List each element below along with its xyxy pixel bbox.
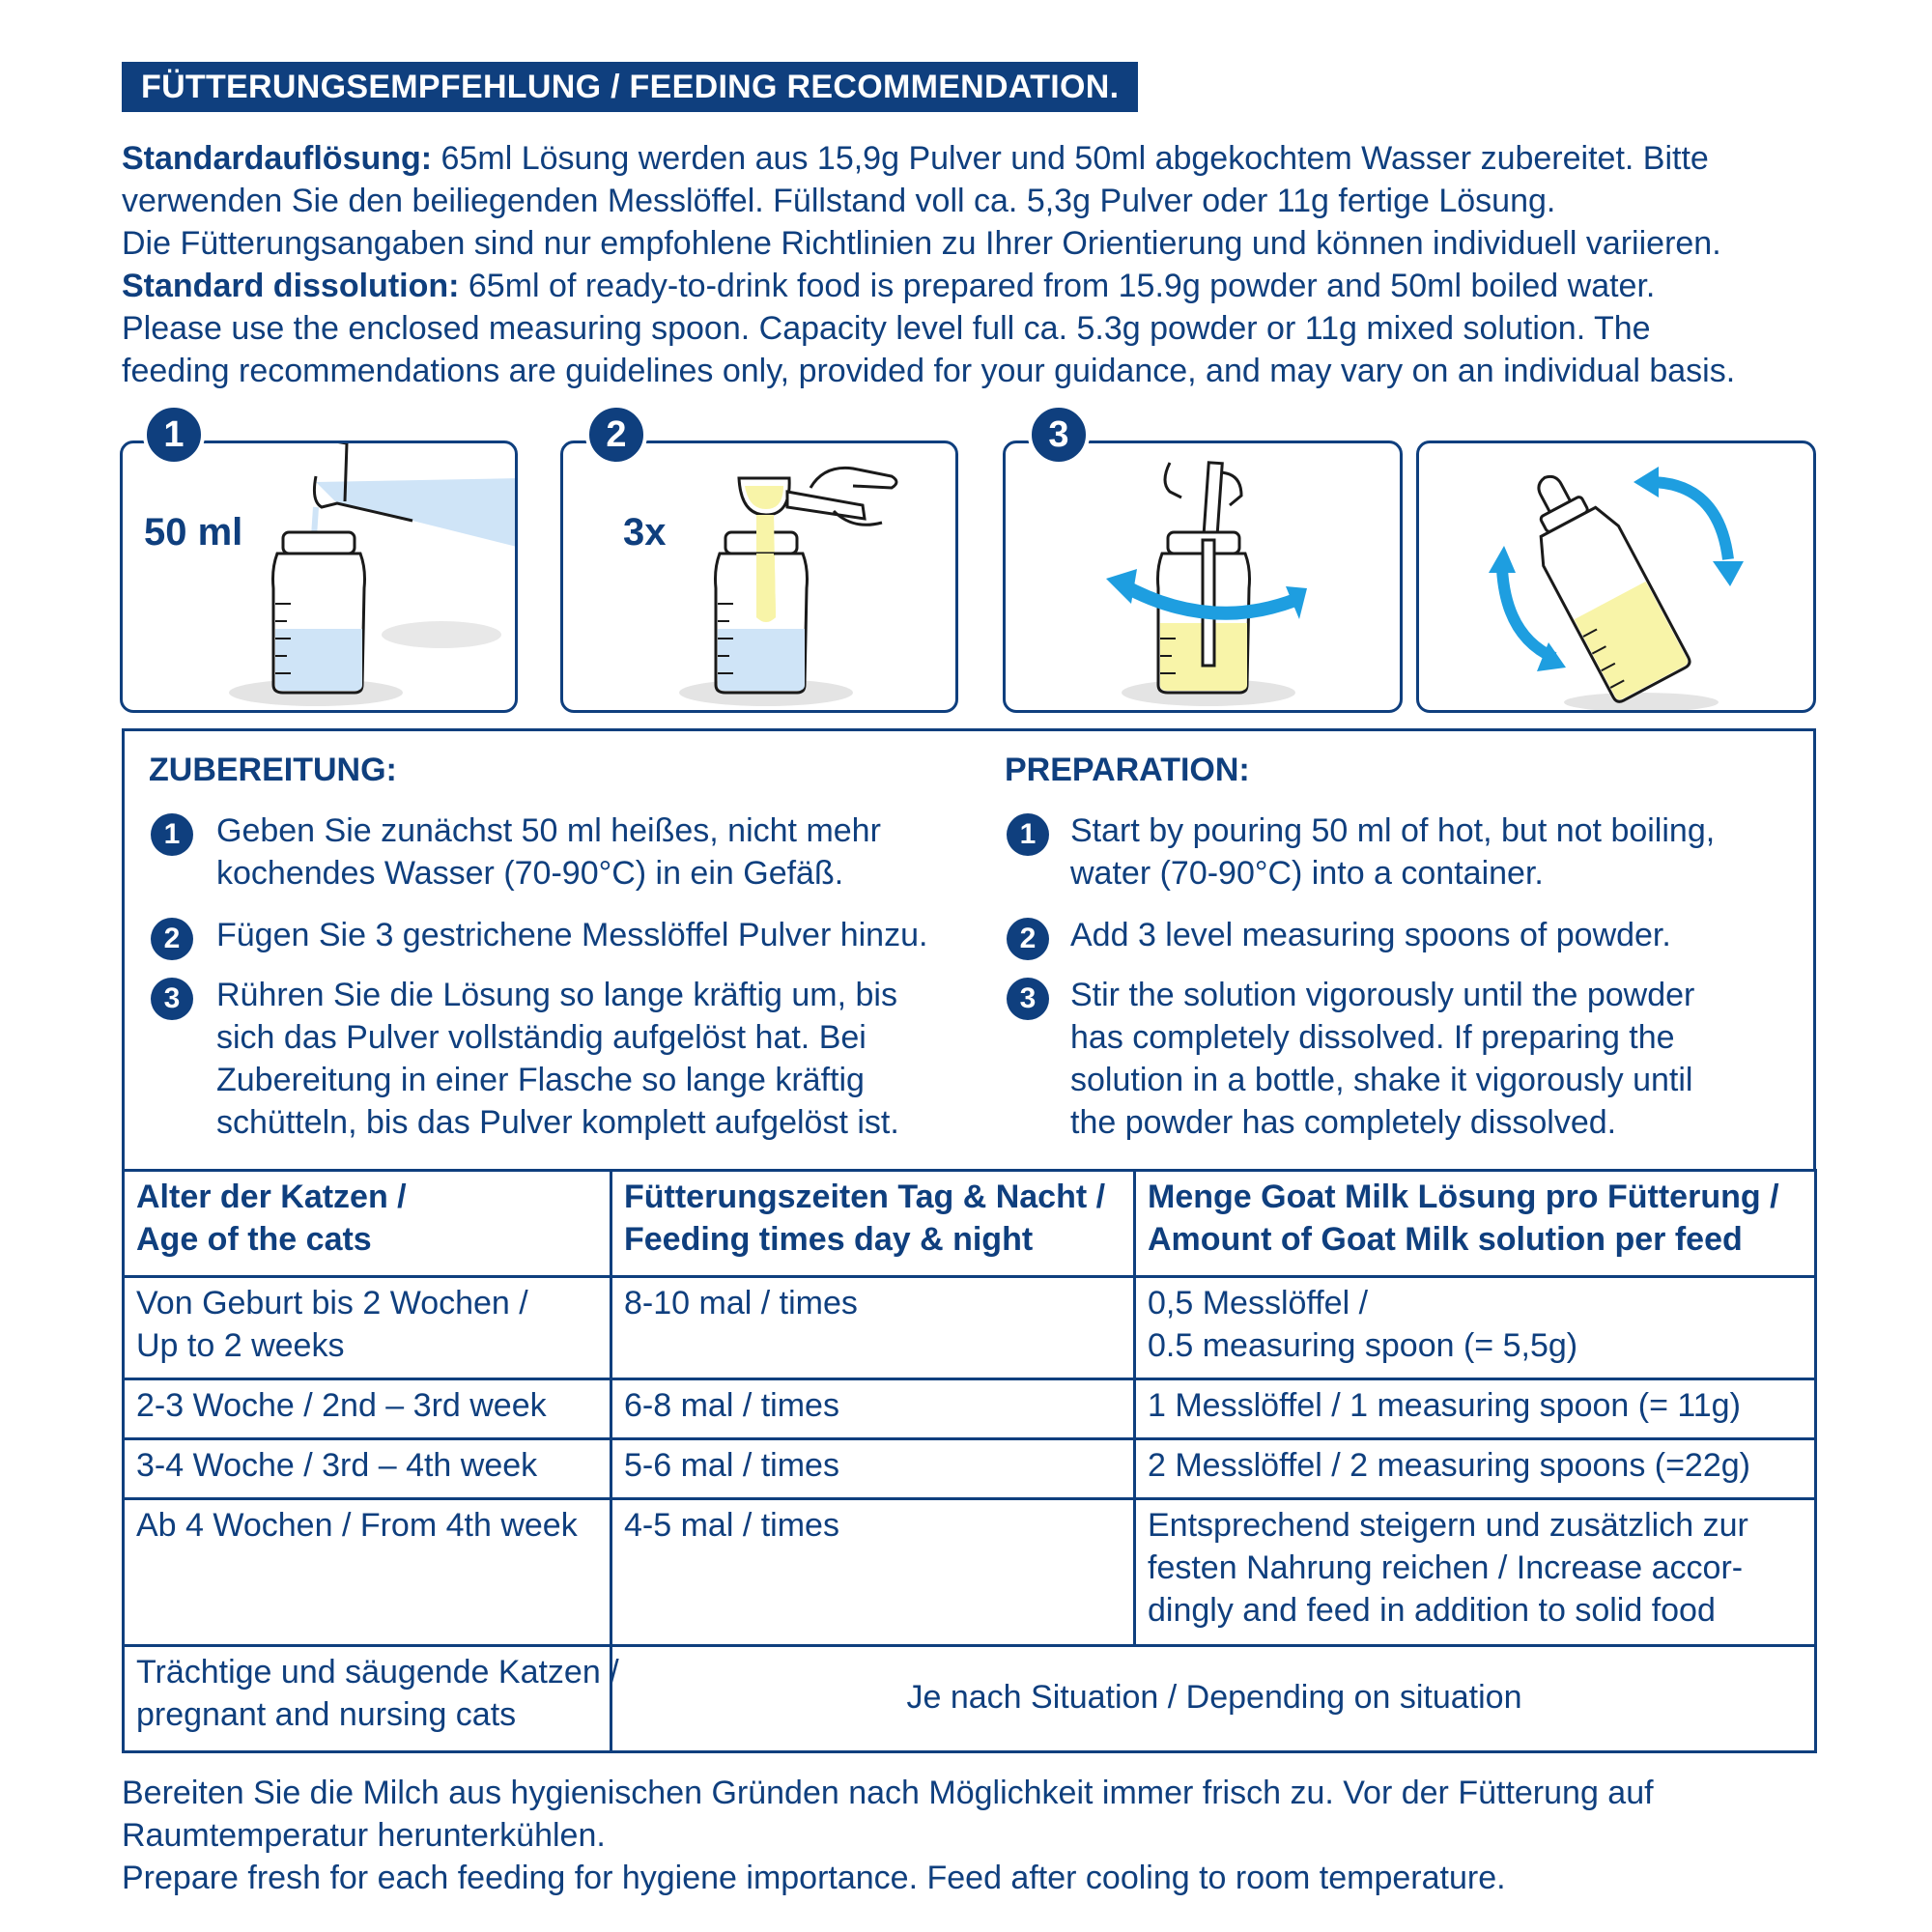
cell-amount: Entsprechend steigern und zusätzlich zur festen Nahrung reichen / Increase accor- dingly and feed in addition to solid food	[1135, 1499, 1816, 1646]
prep-line: Zubereitung in einer Flasche so lange kräftig	[216, 1062, 865, 1098]
prep-de-item	[216, 974, 1066, 1144]
prep-line: Add 3 level measuring spoons of powder.	[1070, 917, 1671, 953]
cell-age: 3-4 Woche / 3rd – 4th week	[124, 1439, 611, 1499]
cell-amount: 0,5 Messlöffel / 0.5 measuring spoon (= 5,5g)	[1135, 1277, 1816, 1379]
cell-times: 6-8 mal / times	[611, 1379, 1135, 1439]
intro-en-label: Standard dissolution:	[122, 268, 460, 304]
intro-de-line: verwenden Sie den beiliegenden Messlöffel. Füllstand voll ca. 5,3g Pulver oder 11g fertige Lösung.	[122, 183, 1556, 219]
page-title: FÜTTERUNGSEMPFEHLUNG / FEEDING RECOMMENDATION.	[122, 62, 1138, 112]
step-1-badge: 1	[143, 404, 205, 466]
prep-en-number: 1	[1007, 813, 1049, 856]
prep-de-number: 1	[151, 813, 193, 856]
measuring-spoon-icon	[563, 443, 958, 713]
prep-line: Fügen Sie 3 gestrichene Messlöffel Pulver hinzu.	[216, 917, 928, 953]
step-3-illustration	[1003, 440, 1403, 713]
intro-text	[122, 137, 1822, 392]
table-row	[124, 1379, 1816, 1439]
prep-en-number: 3	[1007, 978, 1049, 1020]
table-row-last	[124, 1646, 1816, 1752]
prep-en-item	[1070, 914, 1804, 956]
cell-amount: 2 Messlöffel / 2 measuring spoons (=22g)	[1135, 1439, 1816, 1499]
prep-de-item	[216, 914, 1066, 956]
step-1-illustration	[120, 440, 518, 713]
prep-en-number: 2	[1007, 918, 1049, 960]
prep-en-item	[1070, 810, 1804, 895]
prep-en-item	[1070, 974, 1804, 1144]
preparation-box-border	[1813, 728, 1816, 1169]
stir-icon	[1006, 443, 1403, 713]
prep-line: sich das Pulver vollständig aufgelöst hat. Bei	[216, 1019, 867, 1056]
step-2-badge: 2	[585, 404, 647, 466]
prep-line: water (70-90°C) into a container.	[1070, 855, 1544, 892]
cell-amount: 1 Messlöffel / 1 measuring spoon (= 11g)	[1135, 1379, 1816, 1439]
intro-en-line: 65ml of ready-to-drink food is prepared from 15.9g powder and 50ml boiled water.	[459, 268, 1656, 304]
step-2-label: 3x	[623, 511, 667, 554]
step-3-badge: 3	[1028, 404, 1090, 466]
prep-de-item	[216, 810, 1066, 895]
table-row	[124, 1499, 1816, 1646]
preparation-heading-en: PREPARATION:	[1005, 752, 1250, 788]
prep-line: the powder has completely dissolved.	[1070, 1104, 1617, 1141]
cell-age: Von Geburt bis 2 Wochen / Up to 2 weeks	[124, 1277, 611, 1379]
header-amount: Menge Goat Milk Lösung pro Fütterung / Amount of Goat Milk solution per feed	[1135, 1171, 1816, 1277]
cell-age: Trächtige und säugende Katzen / pregnant and nursing cats	[124, 1646, 611, 1752]
cell-age: 2-3 Woche / 2nd – 3rd week	[124, 1379, 611, 1439]
shake-bottle-icon	[1419, 443, 1816, 713]
intro-de-label: Standardauflösung:	[122, 140, 433, 177]
step-2-illustration	[560, 440, 958, 713]
footer-line: Bereiten Sie die Milch aus hygienischen Gründen nach Möglichkeit immer frisch zu. Vor der Fütterung auf	[122, 1775, 1654, 1811]
pour-water-icon	[123, 443, 518, 713]
footer-line: Raumtemperatur herunterkühlen.	[122, 1817, 606, 1854]
intro-en-line: feeding recommendations are guidelines only, provided for your guidance, and may vary on an individual basis.	[122, 353, 1736, 389]
prep-line: schütteln, bis das Pulver komplett aufgelöst ist.	[216, 1104, 899, 1141]
feeding-table	[122, 1169, 1817, 1753]
prep-line: kochendes Wasser (70-90°C) in ein Gefäß.	[216, 855, 844, 892]
prep-line: Stir the solution vigorously until the powder	[1070, 977, 1695, 1013]
step-shake-illustration	[1416, 440, 1816, 713]
table-row	[124, 1439, 1816, 1499]
footer-text	[122, 1772, 1822, 1899]
prep-line: has completely dissolved. If preparing the	[1070, 1019, 1675, 1056]
intro-en-line: Please use the enclosed measuring spoon. Capacity level full ca. 5.3g powder or 11g mixed solution. The	[122, 310, 1651, 347]
prep-line: Rühren Sie die Lösung so lange kräftig um, bis	[216, 977, 897, 1013]
prep-de-number: 3	[151, 978, 193, 1020]
intro-de-line: 65ml Lösung werden aus 15,9g Pulver und 50ml abgekochtem Wasser zubereitet. Bitte	[432, 140, 1709, 177]
cell-times: 5-6 mal / times	[611, 1439, 1135, 1499]
prep-line: Start by pouring 50 ml of hot, but not boiling,	[1070, 812, 1716, 849]
cell-merged: Je nach Situation / Depending on situation	[611, 1646, 1816, 1752]
prep-de-number: 2	[151, 918, 193, 960]
prep-line: solution in a bottle, shake it vigorously until	[1070, 1062, 1693, 1098]
cell-times: 8-10 mal / times	[611, 1277, 1135, 1379]
cell-times: 4-5 mal / times	[611, 1499, 1135, 1646]
cell-age: Ab 4 Wochen / From 4th week	[124, 1499, 611, 1646]
step-1-label: 50 ml	[144, 511, 243, 554]
footer-line: Prepare fresh for each feeding for hygiene importance. Feed after cooling to room temperature.	[122, 1860, 1506, 1896]
header-age: Alter der Katzen / Age of the cats	[124, 1171, 611, 1277]
table-header-row	[124, 1171, 1816, 1277]
header-times: Fütterungszeiten Tag & Nacht / Feeding times day & night	[611, 1171, 1135, 1277]
preparation-heading-de: ZUBEREITUNG:	[149, 752, 397, 788]
intro-de-line: Die Fütterungsangaben sind nur empfohlene Richtlinien zu Ihrer Orientierung und können individuell variieren.	[122, 225, 1721, 262]
prep-line: Geben Sie zunächst 50 ml heißes, nicht mehr	[216, 812, 881, 849]
table-row	[124, 1277, 1816, 1379]
